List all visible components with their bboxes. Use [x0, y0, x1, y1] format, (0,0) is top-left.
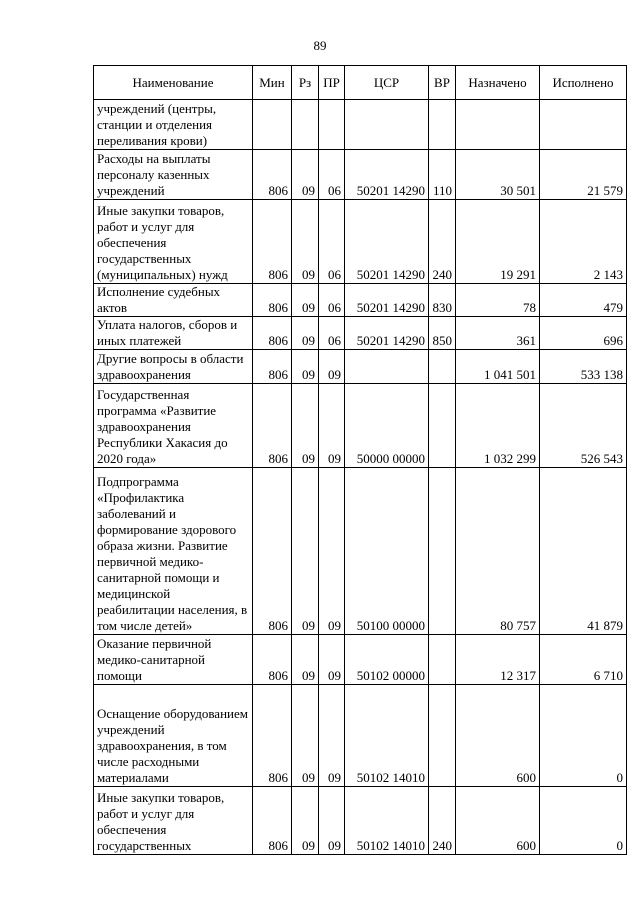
row-rz: 09: [292, 787, 319, 855]
row-executed: 21 579: [540, 150, 627, 200]
row-csr: 50102 00000: [345, 635, 429, 685]
row-name: Иные закупки товаров, работ и услуг для обеспечения государственных: [94, 787, 253, 855]
row-csr: 50201 14290: [345, 200, 429, 284]
row-min: 806: [253, 685, 292, 787]
row-min: 806: [253, 200, 292, 284]
row-pr: 06: [319, 200, 345, 284]
row-assigned: 12 317: [456, 635, 540, 685]
row-min: 806: [253, 317, 292, 350]
row-name: Уплата налогов, сборов и иных платежей: [94, 317, 253, 350]
row-rz: 09: [292, 350, 319, 384]
row-name: Государственная программа «Развитие здравоохранения Республики Хакасия до 2020 года»: [94, 384, 253, 468]
row-executed: 2 143: [540, 200, 627, 284]
header-vr: ВР: [429, 66, 456, 100]
row-assigned: 1 032 299: [456, 384, 540, 468]
row-assigned: 30 501: [456, 150, 540, 200]
header-name: Наименование: [94, 66, 253, 100]
row-pr: 06: [319, 284, 345, 317]
header-assigned: Назначено: [456, 66, 540, 100]
table-row: [94, 468, 627, 635]
row-assigned: 78: [456, 284, 540, 317]
row-executed: 479: [540, 284, 627, 317]
row-vr: 240: [429, 200, 456, 284]
row-rz: 09: [292, 200, 319, 284]
row-rz: [292, 100, 319, 150]
row-name: Другие вопросы в области здравоохранения: [94, 350, 253, 384]
row-vr: [429, 635, 456, 685]
row-executed: 41 879: [540, 468, 627, 635]
row-vr: 850: [429, 317, 456, 350]
row-min: 806: [253, 384, 292, 468]
table-header-row: [94, 66, 627, 100]
row-executed: 533 138: [540, 350, 627, 384]
row-pr: 06: [319, 150, 345, 200]
row-vr: [429, 468, 456, 635]
row-assigned: 19 291: [456, 200, 540, 284]
row-assigned: 600: [456, 787, 540, 855]
row-min: 806: [253, 150, 292, 200]
row-pr: 09: [319, 350, 345, 384]
row-pr: 09: [319, 685, 345, 787]
table-row: [94, 150, 627, 200]
row-executed: [540, 100, 627, 150]
row-pr: 09: [319, 468, 345, 635]
row-executed: 6 710: [540, 635, 627, 685]
row-pr: 09: [319, 384, 345, 468]
row-vr: [429, 384, 456, 468]
row-csr: 50100 00000: [345, 468, 429, 635]
row-name: Исполнение судебных актов: [94, 284, 253, 317]
table-row: [94, 100, 627, 150]
header-csr: ЦСР: [345, 66, 429, 100]
row-name: Иные закупки товаров, работ и услуг для обеспечения государственных (муниципальных) нужд: [94, 200, 253, 284]
row-assigned: 361: [456, 317, 540, 350]
row-rz: 09: [292, 150, 319, 200]
row-min: 806: [253, 635, 292, 685]
header-pr: ПР: [319, 66, 345, 100]
row-csr: 50201 14290: [345, 317, 429, 350]
row-rz: 09: [292, 468, 319, 635]
row-csr: 50102 14010: [345, 787, 429, 855]
row-name: Расходы на выплаты персоналу казенных учреждений: [94, 150, 253, 200]
row-min: 806: [253, 468, 292, 635]
row-executed: 0: [540, 787, 627, 855]
row-vr: [429, 685, 456, 787]
table-row: [94, 284, 627, 317]
row-rz: 09: [292, 317, 319, 350]
row-csr: [345, 100, 429, 150]
row-rz: 09: [292, 384, 319, 468]
page-number: 89: [313, 38, 327, 53]
row-name: Оказание первичной медико-санитарной помощи: [94, 635, 253, 685]
table-row: [94, 635, 627, 685]
row-name: учреждений (центры, станции и отделения переливания крови): [94, 100, 253, 150]
row-pr: 09: [319, 787, 345, 855]
row-vr: [429, 100, 456, 150]
table-row: [94, 384, 627, 468]
row-csr: 50201 14290: [345, 150, 429, 200]
row-assigned: 600: [456, 685, 540, 787]
budget-table: [93, 65, 627, 855]
row-csr: 50000 00000: [345, 384, 429, 468]
row-vr: 110: [429, 150, 456, 200]
header-executed: Исполнено: [540, 66, 627, 100]
row-assigned: [456, 100, 540, 150]
row-name: Оснащение оборудованием учреждений здравоохранения, в том числе расходными материалами: [94, 685, 253, 787]
row-assigned: 1 041 501: [456, 350, 540, 384]
row-vr: [429, 350, 456, 384]
table-row: [94, 685, 627, 787]
table-row: [94, 350, 627, 384]
row-pr: 09: [319, 635, 345, 685]
row-min: 806: [253, 284, 292, 317]
header-rz: Рз: [292, 66, 319, 100]
row-csr: 50201 14290: [345, 284, 429, 317]
table-row: [94, 317, 627, 350]
row-rz: 09: [292, 284, 319, 317]
row-executed: 526 543: [540, 384, 627, 468]
row-executed: 696: [540, 317, 627, 350]
row-csr: [345, 350, 429, 384]
row-assigned: 80 757: [456, 468, 540, 635]
row-executed: 0: [540, 685, 627, 787]
header-min: Мин: [253, 66, 292, 100]
row-name: Подпрограмма «Профилактика заболеваний и формирование здорового образа жизни. Развитие первичной медико-санитарной помощи и медицинской реабилитации населения, в том числе детей»: [94, 468, 253, 635]
table-row: [94, 200, 627, 284]
row-vr: 240: [429, 787, 456, 855]
row-min: 806: [253, 350, 292, 384]
row-csr: 50102 14010: [345, 685, 429, 787]
row-vr: 830: [429, 284, 456, 317]
row-pr: 06: [319, 317, 345, 350]
row-rz: 09: [292, 635, 319, 685]
row-pr: [319, 100, 345, 150]
row-min: 806: [253, 787, 292, 855]
row-min: [253, 100, 292, 150]
row-rz: 09: [292, 685, 319, 787]
table-row: [94, 787, 627, 855]
